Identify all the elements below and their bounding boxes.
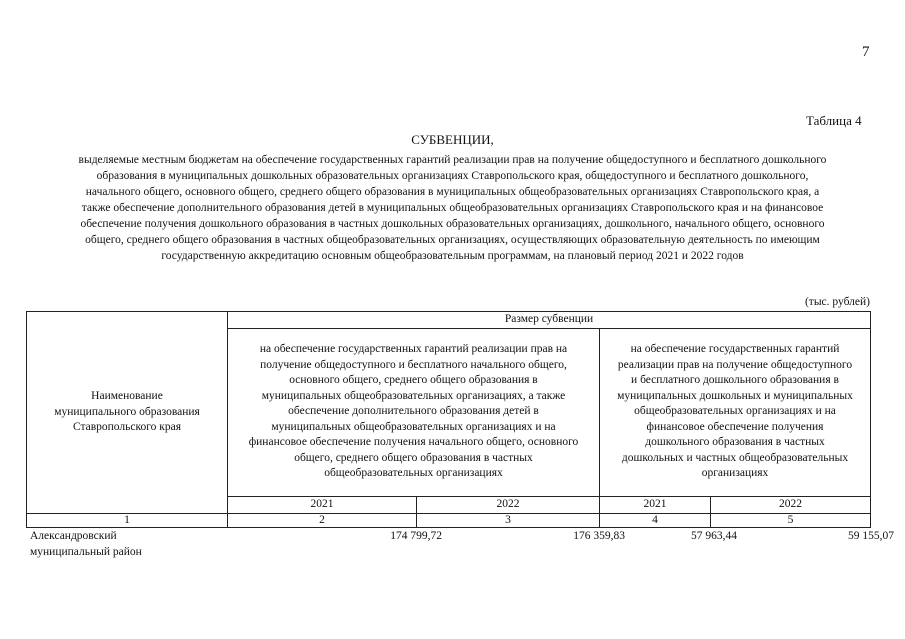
document-title: СУБВЕНЦИИ, [411, 132, 494, 147]
header-line: общеобразовательных организациях [324, 467, 503, 480]
value-2021-preschool: 57 963,44 [691, 530, 737, 542]
subtitle-line: общего, среднего общего образования в частных общеобразовательных организациях, осуществляющих образовательную деятельность по имеющим [85, 234, 820, 246]
group-header: Размер субвенции [228, 312, 871, 329]
header-line: муниципальных общеобразовательных организациях, а также [261, 389, 566, 402]
column-number: 3 [417, 513, 600, 527]
subsidy-table [26, 311, 871, 528]
header-line: на обеспечение государственных гарантий [630, 343, 840, 356]
year-header: 2022 [711, 496, 871, 513]
value-2022-preschool: 59 155,07 [848, 530, 894, 542]
header-line: Ставропольского края [72, 421, 182, 433]
column-number: 1 [27, 513, 228, 527]
year-header: 2021 [228, 496, 417, 513]
header-line: общего, среднего общего образования в частных [294, 451, 533, 464]
header-line: реализации прав на получение общедоступного [617, 358, 853, 371]
header-line: муниципальных дошкольных и муниципальных [617, 389, 853, 402]
header-line: организациях [701, 467, 769, 480]
header-line: общеобразовательных организациях и на [634, 405, 836, 418]
year-header: 2021 [600, 496, 711, 513]
table-label: Таблица 4 [806, 113, 862, 128]
sub-header-general-education [228, 328, 600, 496]
header-line: финансовое обеспечение получения начального общего, основного [248, 436, 579, 449]
row-name-line: муниципальный район [30, 546, 142, 558]
subtitle-line: выделяемые местным бюджетам на обеспечение государственных гарантий реализации прав на получение общедоступного и бесплатного дошкольного [78, 154, 827, 166]
header-line: получение общедоступного и бесплатного начального общего, [260, 358, 567, 371]
page-number: 7 [862, 44, 870, 60]
header-line: основного общего, среднего общего образования в [289, 374, 538, 387]
header-line: дошкольных и частных общеобразовательных [621, 451, 849, 464]
subtitle-line: также обеспечение дополнительного образования детей в муниципальных общеобразовательных организациях Ставропольского края и на финансовое [81, 202, 824, 214]
units-label: (тыс. рублей) [804, 296, 870, 308]
column-number: 2 [228, 513, 417, 527]
subtitle-line: начального общего, основного общего, среднего общего образования в муниципальных общеобразовательных организациях Ставропольского края, а [85, 186, 820, 198]
header-line: Наименование [91, 390, 163, 402]
header-line: дошкольного образования в частных [645, 436, 825, 449]
row-name-line: Александровский [30, 530, 117, 542]
subtitle-line: обеспечение получения дошкольного образования в частных дошкольных образовательных организациях, дошкольного, начального общего, основного [80, 218, 825, 230]
column-number: 4 [600, 513, 711, 527]
header-line: муниципальных общеобразовательных организациях и на [271, 420, 556, 433]
header-line: на обеспечение государственных гарантий реализации прав на [259, 343, 568, 356]
header-line: муниципального образования [54, 405, 200, 418]
subtitle-line: государственную аккредитацию основным общеобразовательным программам, на плановый период 2021 и 2022 годов [161, 250, 744, 262]
document-subtitle [24, 152, 881, 264]
name-column-header [27, 312, 228, 514]
header-line: финансовое обеспечение получения [646, 420, 824, 433]
header-line: обеспечение дополнительного образования детей в [288, 405, 539, 418]
row-name [30, 528, 230, 560]
sub-header-preschool-education [600, 328, 871, 496]
year-header: 2022 [417, 496, 600, 513]
header-line: и бесплатного дошкольного образования в [631, 374, 839, 387]
subtitle-line: образования в муниципальных дошкольных образовательных организациях Ставропольского края, общедоступного и бесплатного дошкольного, [96, 170, 809, 182]
column-number: 5 [711, 513, 871, 527]
value-2021-general: 174 799,72 [390, 530, 442, 542]
value-2022-general: 176 359,83 [573, 530, 625, 542]
